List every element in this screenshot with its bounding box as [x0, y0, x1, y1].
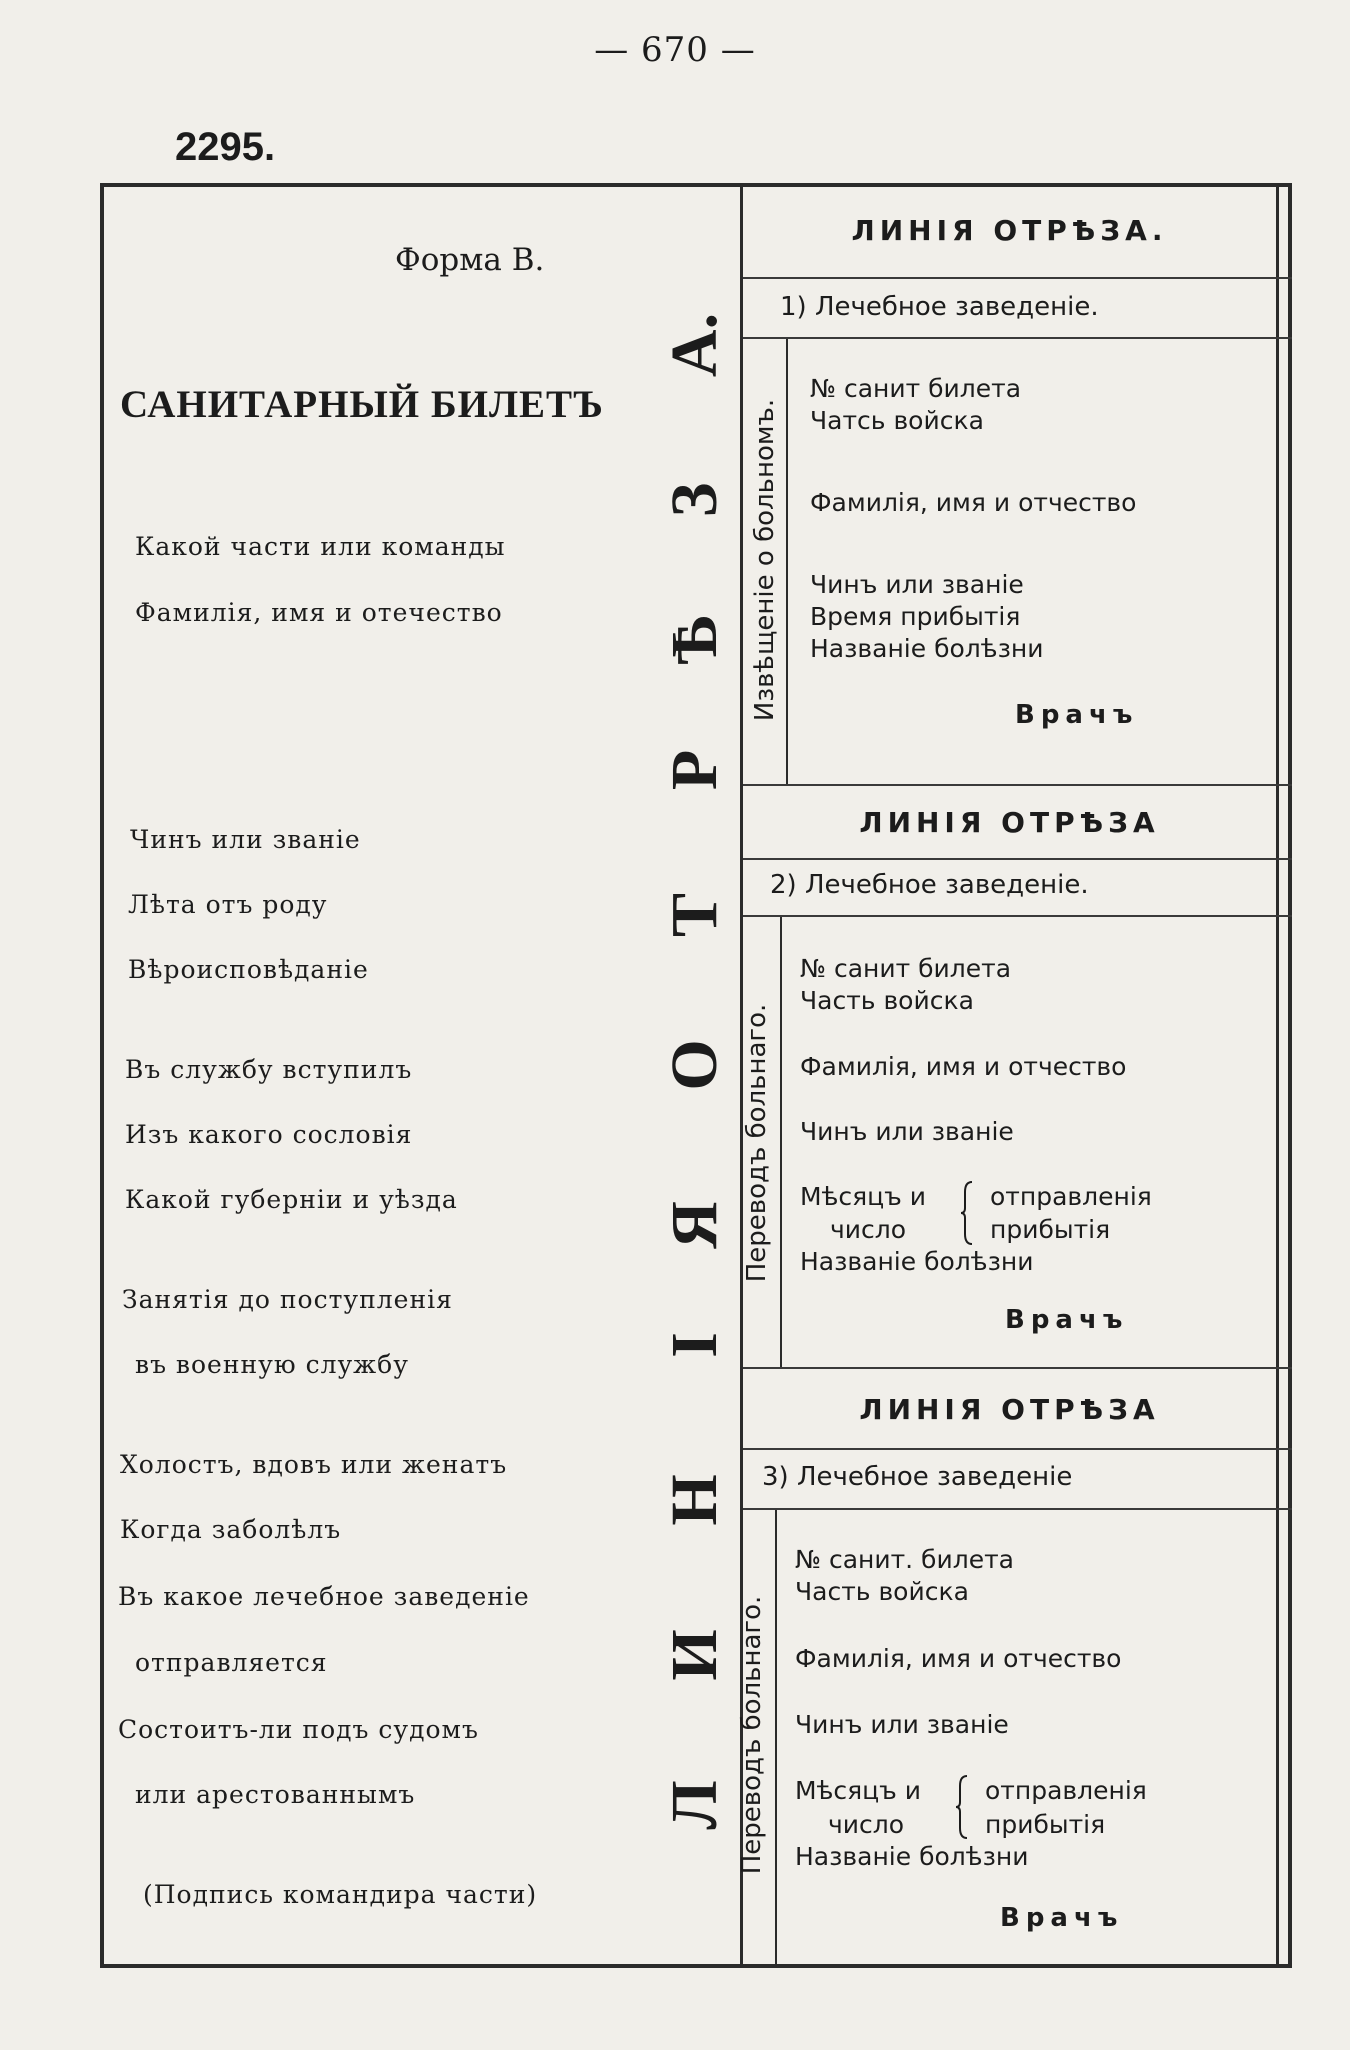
- left-field: Какой части или команды: [135, 532, 506, 561]
- left-field: отправляется: [135, 1648, 328, 1677]
- doctor-signature-2: Врачъ: [1005, 1305, 1129, 1335]
- section-divider: [743, 915, 1292, 917]
- section-3-field: № санит. билета: [795, 1545, 1014, 1574]
- disease-label-3: Названіе болѣзни: [795, 1842, 1029, 1871]
- section-divider: [743, 337, 1292, 339]
- side-label-3: Переводъ больнаго.: [737, 1595, 767, 1875]
- left-field: Въ службу вступилъ: [125, 1055, 413, 1084]
- cut-line-header-1: ЛИНІЯ ОТРѢЗА.: [851, 214, 1168, 247]
- doctor-signature-3: Врачъ: [1000, 1903, 1124, 1933]
- side-label-divider: [775, 1510, 777, 1964]
- side-label-2: Переводъ больнаго.: [742, 1003, 772, 1283]
- section-1-field: Время прибытія: [810, 602, 1021, 631]
- section-1-field: Фамилія, имя и отчество: [810, 488, 1137, 517]
- cut-line-letter: Я: [658, 1201, 731, 1249]
- disease-label-2: Названіе болѣзни: [800, 1247, 1034, 1276]
- cut-line-header-2: ЛИНІЯ ОТРѢЗА: [859, 806, 1160, 839]
- brace-bottom-3: прибытія: [985, 1810, 1106, 1839]
- brace-icon: [960, 1180, 974, 1246]
- cut-line-letter: О: [658, 1039, 731, 1091]
- left-field: Чинъ или званіе: [130, 825, 361, 854]
- month-label-2: Мѣсяцъ и: [800, 1182, 927, 1211]
- side-label-1: Извѣщеніе о больномъ.: [750, 398, 780, 722]
- cut-line-letter: А.: [658, 312, 731, 378]
- brace-icon: [955, 1774, 969, 1840]
- section-divider: [743, 784, 1292, 786]
- institution-label-3: 3) Лечебное заведеніе: [762, 1462, 1073, 1492]
- right-frame-inner: [1276, 187, 1279, 1964]
- doctor-signature-1: Врачъ: [1015, 700, 1139, 730]
- ticket-title: САНИТАРНЫЙ БИЛЕТЪ: [120, 383, 604, 426]
- cut-line-letter: Т: [658, 892, 731, 938]
- form-label: Форма В.: [395, 242, 545, 278]
- section-divider: [743, 1367, 1292, 1369]
- brace-top-2: отправленія: [990, 1182, 1152, 1211]
- commander-signature-label: (Подпись командира части): [143, 1880, 538, 1909]
- left-field: Холостъ, вдовъ или женатъ: [120, 1450, 508, 1479]
- section-3-field: Часть войска: [795, 1577, 969, 1606]
- section-divider: [743, 277, 1292, 279]
- left-field: Изъ какого сословія: [125, 1120, 413, 1149]
- cut-line-letter: Ѣ: [658, 614, 731, 666]
- cut-line-letter: І: [658, 1332, 731, 1358]
- left-field: Состоитъ-ли подъ судомъ: [118, 1715, 479, 1744]
- left-field: Когда заболѣлъ: [120, 1515, 342, 1544]
- institution-label-2: 2) Лечебное заведеніе.: [770, 870, 1089, 900]
- section-1-field: Названіе болѣзни: [810, 634, 1044, 663]
- section-2-field: Фамилія, имя и отчество: [800, 1052, 1127, 1081]
- brace-top-3: отправленія: [985, 1776, 1147, 1805]
- section-divider: [743, 1508, 1292, 1510]
- left-field: Фамилія, имя и отечество: [135, 598, 503, 627]
- section-1-field: Чинъ или званіе: [810, 570, 1024, 599]
- cut-line-letter: Н: [658, 1474, 731, 1526]
- left-field: Лѣта отъ роду: [128, 890, 328, 919]
- institution-label-1: 1) Лечебное заведеніе.: [780, 292, 1099, 322]
- side-label-divider: [780, 917, 782, 1367]
- section-2-field: Часть войска: [800, 986, 974, 1015]
- section-divider: [743, 858, 1292, 860]
- document-number: 2295.: [175, 125, 276, 169]
- section-2-field: № санит билета: [800, 954, 1012, 983]
- section-2-field: Чинъ или званіе: [800, 1117, 1014, 1146]
- brace-bottom-2: прибытія: [990, 1215, 1111, 1244]
- section-1-field: Чатсь войска: [810, 406, 984, 435]
- left-field: Въ какое лечебное заведеніе: [118, 1582, 530, 1611]
- day-label-3: число: [828, 1810, 905, 1839]
- left-field: Вѣроисповѣданіе: [128, 955, 369, 984]
- cut-line-letter: Р: [658, 749, 731, 791]
- page-number: — 670 —: [594, 30, 756, 70]
- cut-line-letter: И: [658, 1629, 731, 1681]
- section-1-field: № санит билета: [810, 374, 1022, 403]
- cut-line-header-3: ЛИНІЯ ОТРѢЗА: [859, 1393, 1160, 1426]
- cut-line-letter: Л: [658, 1780, 731, 1830]
- section-divider: [743, 1448, 1292, 1450]
- left-field: въ военную службу: [135, 1350, 409, 1379]
- section-3-field: Чинъ или званіе: [795, 1710, 1009, 1739]
- left-field: Какой губерніи и уѣзда: [125, 1185, 458, 1214]
- cut-line-letter: З: [658, 482, 731, 518]
- day-label-2: число: [830, 1215, 907, 1244]
- left-field: Занятія до поступленія: [122, 1285, 453, 1314]
- left-field: или арестованнымъ: [135, 1780, 416, 1809]
- section-3-field: Фамилія, имя и отчество: [795, 1644, 1122, 1673]
- side-label-divider: [786, 339, 788, 784]
- month-label-3: Мѣсяцъ и: [795, 1776, 922, 1805]
